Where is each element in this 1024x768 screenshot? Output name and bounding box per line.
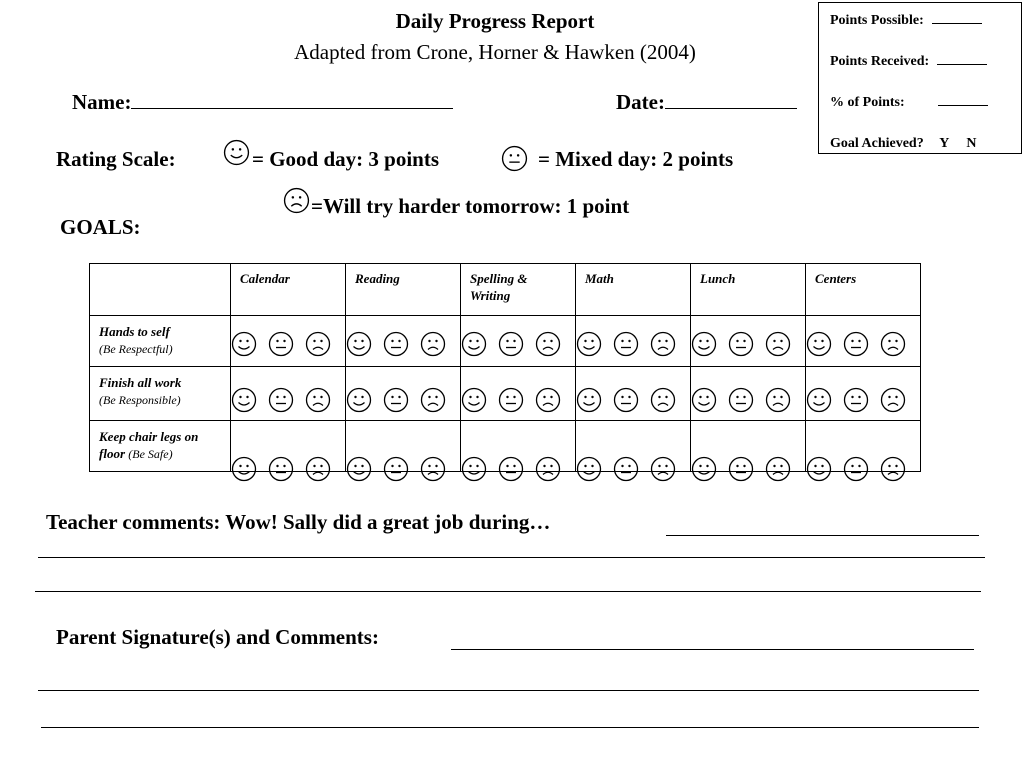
frown-face-icon[interactable]	[765, 387, 791, 413]
neutral-face-icon[interactable]	[268, 456, 294, 482]
row-header	[90, 367, 231, 421]
teacher-comments-label: Teacher comments: Wow! Sally did a great job during…	[46, 510, 551, 534]
teacher-comment-line[interactable]	[666, 535, 979, 536]
frown-face-icon[interactable]	[535, 387, 561, 413]
row-goal-note: (Be Respectful)	[99, 342, 173, 356]
parent-comment-line[interactable]	[41, 727, 979, 728]
neutral-face-icon[interactable]	[843, 331, 869, 357]
smile-face-icon[interactable]	[231, 456, 257, 482]
frown-face-icon[interactable]	[420, 331, 446, 357]
points-received-row	[830, 54, 987, 70]
goals-heading: GOALS:	[60, 215, 141, 239]
column-header	[231, 264, 346, 316]
smile-face-icon[interactable]	[806, 331, 832, 357]
table-header-row	[90, 264, 921, 316]
rating-cell	[806, 316, 921, 367]
teacher-comments-row	[46, 510, 550, 535]
row-goal-text: Keep chair legs on floor	[99, 429, 199, 461]
smile-face-icon[interactable]	[461, 456, 487, 482]
face-rating-group	[576, 387, 676, 413]
neutral-face-icon[interactable]	[268, 387, 294, 413]
frown-face-icon[interactable]	[880, 456, 906, 482]
goals-table	[89, 263, 921, 472]
frown-face-icon[interactable]	[650, 456, 676, 482]
face-rating-group	[346, 331, 446, 357]
rating-cell	[231, 316, 346, 367]
smile-face-icon[interactable]	[461, 331, 487, 357]
face-rating-group	[806, 331, 906, 357]
rating-cell	[806, 367, 921, 421]
face-rating-group	[576, 331, 676, 357]
teacher-comment-line[interactable]	[38, 557, 985, 558]
goal-achieved-yes[interactable]: Y	[939, 136, 949, 151]
points-possible-field[interactable]	[932, 22, 982, 24]
column-header	[461, 264, 576, 316]
goal-achieved-row	[830, 136, 976, 152]
rating-cell	[461, 316, 576, 367]
parent-signature-label: Parent Signature(s) and Comments:	[56, 625, 379, 649]
row-goal-note: (Be Responsible)	[99, 393, 181, 407]
face-rating-group	[691, 456, 791, 482]
smile-face-icon[interactable]	[576, 331, 602, 357]
neutral-face-icon[interactable]	[843, 456, 869, 482]
name-field-row	[72, 90, 453, 115]
column-header-math: Math	[585, 271, 614, 286]
table-row	[90, 316, 921, 367]
rating-mixed-text: = Mixed day: 2 points	[538, 147, 734, 171]
corner-cell	[90, 264, 231, 316]
row-goal-text: Hands to self	[99, 324, 170, 339]
neutral-face-icon[interactable]	[498, 456, 524, 482]
neutral-face-icon[interactable]	[498, 387, 524, 413]
smile-face-icon[interactable]	[346, 331, 372, 357]
points-received-field[interactable]	[937, 63, 987, 65]
teacher-comment-line[interactable]	[35, 591, 981, 592]
rating-scale-label: Rating Scale:	[56, 147, 176, 171]
neutral-face-icon[interactable]	[383, 456, 409, 482]
name-field[interactable]	[131, 107, 453, 109]
neutral-face-icon[interactable]	[383, 387, 409, 413]
frown-face-icon[interactable]	[765, 456, 791, 482]
rating-cell	[346, 316, 461, 367]
face-rating-group	[461, 387, 561, 413]
frown-face-icon[interactable]	[880, 331, 906, 357]
rating-cell	[231, 421, 346, 472]
frown-face-icon[interactable]	[305, 387, 331, 413]
face-rating-group	[346, 456, 446, 482]
column-header-reading: Reading	[355, 271, 400, 286]
face-rating-group	[576, 456, 676, 482]
rating-cell	[576, 316, 691, 367]
parent-comment-line[interactable]	[38, 690, 979, 691]
smile-face-icon[interactable]	[346, 387, 372, 413]
frown-face-icon[interactable]	[420, 456, 446, 482]
table-row	[90, 421, 921, 472]
face-rating-group	[461, 331, 561, 357]
date-field[interactable]	[665, 107, 797, 109]
face-rating-group	[231, 331, 331, 357]
smile-face-icon[interactable]	[806, 387, 832, 413]
neutral-face-icon[interactable]	[613, 387, 639, 413]
percent-points-row	[830, 95, 988, 111]
frown-face-icon[interactable]	[880, 387, 906, 413]
frown-face-icon[interactable]	[420, 387, 446, 413]
smile-face-icon[interactable]	[346, 456, 372, 482]
rating-bad-text: =Will try harder tomorrow: 1 point	[311, 194, 630, 218]
rating-cell	[691, 316, 806, 367]
smile-face-icon[interactable]	[461, 387, 487, 413]
face-rating-group	[461, 456, 561, 482]
row-header	[90, 316, 231, 367]
frown-face-icon	[283, 187, 310, 219]
face-rating-group	[231, 456, 331, 482]
row-goal-note: (Be Safe)	[128, 447, 173, 461]
points-possible-label: Points Possible:	[830, 13, 924, 28]
neutral-face-icon[interactable]	[728, 456, 754, 482]
neutral-face-icon[interactable]	[383, 331, 409, 357]
face-rating-group	[691, 331, 791, 357]
row-header	[90, 421, 231, 472]
points-possible-row	[830, 13, 982, 29]
smile-face-icon[interactable]	[576, 387, 602, 413]
rating-cell	[461, 367, 576, 421]
page-title: Daily Progress Report	[395, 9, 595, 33]
rating-cell	[691, 367, 806, 421]
percent-points-label: % of Points:	[830, 95, 905, 110]
column-header-calendar: Calendar	[240, 271, 290, 286]
neutral-face-icon[interactable]	[843, 387, 869, 413]
face-rating-group	[691, 387, 791, 413]
rating-good-text: = Good day: 3 points	[252, 147, 440, 171]
frown-face-icon[interactable]	[535, 331, 561, 357]
face-rating-group	[231, 387, 331, 413]
frown-face-icon[interactable]	[305, 331, 331, 357]
column-header	[576, 264, 691, 316]
face-rating-group	[346, 387, 446, 413]
neutral-face-icon[interactable]	[268, 331, 294, 357]
goal-achieved-no[interactable]: N	[966, 136, 977, 151]
frown-face-icon[interactable]	[305, 456, 331, 482]
rating-cell	[346, 421, 461, 472]
rating-cell	[576, 421, 691, 472]
smile-face-icon	[223, 139, 250, 171]
frown-face-icon[interactable]	[535, 456, 561, 482]
smile-face-icon[interactable]	[806, 456, 832, 482]
column-header-centers: Centers	[815, 271, 857, 286]
date-label: Date:	[616, 90, 665, 114]
frown-face-icon[interactable]	[650, 387, 676, 413]
column-header	[806, 264, 921, 316]
rating-cell	[576, 367, 691, 421]
table-row	[90, 367, 921, 421]
neutral-face-icon[interactable]	[498, 331, 524, 357]
date-field-row	[616, 90, 797, 115]
smile-face-icon[interactable]	[691, 456, 717, 482]
column-header-lunch: Lunch	[700, 271, 736, 286]
points-summary-box	[818, 2, 1022, 154]
column-header	[346, 264, 461, 316]
neutral-face-icon	[501, 145, 528, 177]
percent-points-field[interactable]	[938, 104, 988, 106]
smile-face-icon[interactable]	[691, 331, 717, 357]
rating-cell	[461, 421, 576, 472]
rating-cell	[691, 421, 806, 472]
row-goal-text: Finish all work	[99, 375, 182, 390]
points-received-label: Points Received:	[830, 54, 930, 69]
column-header-spelling-writing: Spelling & Writing	[470, 271, 528, 303]
column-header	[691, 264, 806, 316]
rating-cell	[231, 367, 346, 421]
face-rating-group	[806, 387, 906, 413]
name-label: Name:	[72, 90, 132, 114]
goal-achieved-label: Goal Achieved?	[830, 136, 924, 151]
smile-face-icon[interactable]	[576, 456, 602, 482]
neutral-face-icon[interactable]	[613, 331, 639, 357]
neutral-face-icon[interactable]	[728, 387, 754, 413]
neutral-face-icon[interactable]	[613, 456, 639, 482]
smile-face-icon[interactable]	[231, 387, 257, 413]
rating-cell	[346, 367, 461, 421]
rating-cell	[806, 421, 921, 472]
parent-signature-line[interactable]	[451, 649, 974, 650]
frown-face-icon[interactable]	[765, 331, 791, 357]
neutral-face-icon[interactable]	[728, 331, 754, 357]
smile-face-icon[interactable]	[691, 387, 717, 413]
page-subtitle: Adapted from Crone, Horner & Hawken (2004)	[294, 40, 696, 64]
smile-face-icon[interactable]	[231, 331, 257, 357]
face-rating-group	[806, 456, 906, 482]
frown-face-icon[interactable]	[650, 331, 676, 357]
